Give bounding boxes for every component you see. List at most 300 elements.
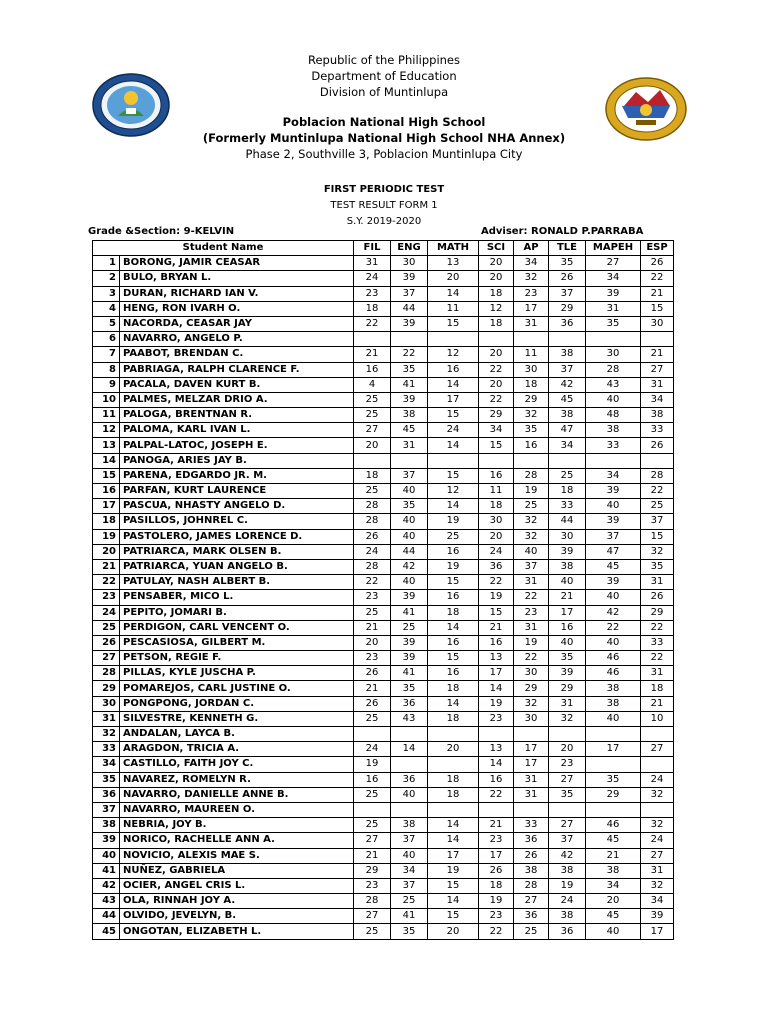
score-cell: 35 (391, 499, 428, 514)
score-cell: 41 (391, 666, 428, 681)
column-header: MATH (428, 241, 479, 256)
score-cell: 38 (549, 909, 586, 924)
score-cell: 19 (428, 559, 479, 574)
score-cell: 35 (586, 772, 641, 787)
score-cell: 31 (641, 666, 674, 681)
score-cell: 28 (354, 559, 391, 574)
score-cell: 15 (641, 301, 674, 316)
score-cell (479, 332, 514, 347)
score-cell: 32 (514, 696, 549, 711)
score-cell: 14 (479, 757, 514, 772)
student-name: OLA, RINNAH JOY A. (120, 894, 354, 909)
score-cell: 36 (479, 559, 514, 574)
student-name: CASTILLO, FAITH JOY C. (120, 757, 354, 772)
score-cell: 30 (641, 316, 674, 331)
score-cell: 14 (428, 696, 479, 711)
score-cell: 23 (354, 878, 391, 893)
score-cell: 14 (391, 742, 428, 757)
student-name: BORONG, JAMIR CEASAR (120, 256, 354, 271)
table-row (93, 666, 674, 681)
table-row (93, 787, 674, 802)
score-cell: 46 (586, 651, 641, 666)
student-name: OCIER, ANGEL CRIS L. (120, 878, 354, 893)
score-cell: 30 (586, 347, 641, 362)
score-cell: 36 (549, 316, 586, 331)
row-number: 10 (93, 392, 120, 407)
score-cell: 19 (514, 635, 549, 650)
score-cell: 20 (354, 635, 391, 650)
score-cell: 17 (428, 848, 479, 863)
division-line: Division of Muntinlupa (319, 85, 449, 99)
student-name: DURAN, RICHARD IAN V. (120, 286, 354, 301)
score-cell: 11 (479, 484, 514, 499)
score-cell: 38 (549, 863, 586, 878)
row-number: 35 (93, 772, 120, 787)
score-cell: 13 (479, 651, 514, 666)
score-cell: 25 (549, 468, 586, 483)
student-name: ARAGDON, TRICIA A. (120, 742, 354, 757)
score-cell: 46 (586, 818, 641, 833)
score-cell: 18 (549, 484, 586, 499)
table-row (93, 605, 674, 620)
score-cell: 20 (549, 742, 586, 757)
score-cell: 40 (391, 787, 428, 802)
score-cell: 25 (391, 620, 428, 635)
score-cell: 26 (549, 271, 586, 286)
table-row (93, 514, 674, 529)
score-cell: 27 (354, 833, 391, 848)
column-header: FIL (354, 241, 391, 256)
score-cell: 14 (428, 499, 479, 514)
student-name: PABRIAGA, RALPH CLARENCE F. (120, 362, 354, 377)
student-name: PARENA, EDGARDO JR. M. (120, 468, 354, 483)
score-cell: 14 (428, 620, 479, 635)
row-number: 45 (93, 924, 120, 939)
score-cell: 27 (549, 772, 586, 787)
score-cell: 35 (514, 423, 549, 438)
student-name: PALPAL-LATOC, JOSEPH E. (120, 438, 354, 453)
row-number: 40 (93, 848, 120, 863)
score-cell: 31 (514, 787, 549, 802)
score-cell: 19 (479, 696, 514, 711)
row-number: 44 (93, 909, 120, 924)
score-cell: 34 (586, 878, 641, 893)
score-cell: 31 (641, 377, 674, 392)
score-cell: 15 (428, 651, 479, 666)
score-cell (549, 727, 586, 742)
score-cell: 40 (391, 484, 428, 499)
score-cell: 38 (586, 681, 641, 696)
score-cell: 14 (479, 681, 514, 696)
score-cell: 30 (549, 529, 586, 544)
score-cell: 24 (549, 894, 586, 909)
score-cell: 39 (391, 651, 428, 666)
score-cell: 26 (641, 590, 674, 605)
student-name: PATULAY, NASH ALBERT B. (120, 575, 354, 590)
score-cell: 32 (514, 271, 549, 286)
score-cell (391, 332, 428, 347)
score-cell: 33 (514, 818, 549, 833)
score-cell: 14 (428, 818, 479, 833)
score-cell: 14 (428, 286, 479, 301)
letterhead (0, 52, 768, 162)
score-cell: 35 (641, 559, 674, 574)
column-header: SCI (479, 241, 514, 256)
score-cell: 25 (354, 392, 391, 407)
score-cell: 48 (586, 408, 641, 423)
republic-line: Republic of the Philippines (307, 53, 461, 67)
score-cell: 23 (354, 286, 391, 301)
score-cell: 27 (549, 818, 586, 833)
column-header: AP (514, 241, 549, 256)
score-cell: 19 (428, 863, 479, 878)
score-cell (479, 727, 514, 742)
score-cell: 22 (479, 362, 514, 377)
score-cell: 20 (479, 256, 514, 271)
score-cell: 15 (428, 878, 479, 893)
table-row (93, 696, 674, 711)
score-cell: 25 (641, 499, 674, 514)
score-cell: 44 (549, 514, 586, 529)
score-cell: 16 (479, 772, 514, 787)
score-cell: 39 (586, 484, 641, 499)
score-cell: 29 (549, 681, 586, 696)
score-cell: 16 (428, 590, 479, 605)
score-cell: 24 (354, 544, 391, 559)
score-cell: 32 (514, 514, 549, 529)
student-name: PALMES, MELZAR DRIO A. (120, 392, 354, 407)
score-cell: 15 (428, 575, 479, 590)
score-cell: 39 (549, 544, 586, 559)
student-name: NAVARRO, DANIELLE ANNE B. (120, 787, 354, 802)
score-cell: 40 (586, 635, 641, 650)
score-cell (428, 332, 479, 347)
score-cell: 45 (586, 559, 641, 574)
score-cell: 37 (549, 362, 586, 377)
score-cell: 17 (479, 666, 514, 681)
student-name: PACALA, DAVEN KURT B. (120, 377, 354, 392)
table-row (93, 377, 674, 392)
student-name: PALOGA, BRENTNAN R. (120, 408, 354, 423)
table-row (93, 681, 674, 696)
score-cell (428, 727, 479, 742)
score-cell: 12 (479, 301, 514, 316)
row-number: 43 (93, 894, 120, 909)
score-cell: 23 (479, 909, 514, 924)
score-cell: 37 (641, 514, 674, 529)
score-cell: 17 (586, 742, 641, 757)
student-name: NACORDA, CEASAR JAY (120, 316, 354, 331)
score-cell: 38 (549, 559, 586, 574)
score-cell (354, 453, 391, 468)
score-cell: 39 (586, 286, 641, 301)
student-name: OLVIDO, JEVELYN, B. (120, 909, 354, 924)
student-name: NAVAREZ, ROMELYN R. (120, 772, 354, 787)
student-name: PENSABER, MICO L. (120, 590, 354, 605)
score-cell: 21 (354, 347, 391, 362)
row-number: 12 (93, 423, 120, 438)
score-cell: 21 (549, 590, 586, 605)
score-cell: 18 (514, 377, 549, 392)
table-row (93, 408, 674, 423)
score-cell: 23 (354, 590, 391, 605)
column-header: TLE (549, 241, 586, 256)
table-row (93, 438, 674, 453)
row-number: 30 (93, 696, 120, 711)
table-row (93, 894, 674, 909)
score-cell: 34 (586, 271, 641, 286)
score-cell: 31 (641, 863, 674, 878)
score-cell: 29 (514, 392, 549, 407)
score-cell: 39 (391, 635, 428, 650)
score-cell (391, 727, 428, 742)
score-cell: 27 (641, 742, 674, 757)
student-name: ONGOTAN, ELIZABETH L. (120, 924, 354, 939)
student-name: NEBRIA, JOY B. (120, 818, 354, 833)
row-number: 37 (93, 802, 120, 817)
row-number: 39 (93, 833, 120, 848)
score-cell: 35 (549, 256, 586, 271)
score-cell: 39 (586, 575, 641, 590)
score-cell (391, 453, 428, 468)
student-name: PANOGA, ARIES JAY B. (120, 453, 354, 468)
student-name: BULO, BRYAN L. (120, 271, 354, 286)
score-cell: 30 (514, 711, 549, 726)
score-cell: 31 (514, 575, 549, 590)
row-number: 41 (93, 863, 120, 878)
score-cell: 18 (428, 787, 479, 802)
row-number: 29 (93, 681, 120, 696)
score-cell: 29 (549, 301, 586, 316)
row-number: 11 (93, 408, 120, 423)
score-cell: 28 (641, 468, 674, 483)
score-cell: 12 (428, 484, 479, 499)
score-cell: 45 (549, 392, 586, 407)
table-row (93, 301, 674, 316)
score-cell: 38 (586, 863, 641, 878)
student-name: SILVESTRE, KENNETH G. (120, 711, 354, 726)
score-cell: 26 (354, 666, 391, 681)
score-cell (641, 757, 674, 772)
score-cell: 16 (514, 438, 549, 453)
score-cell: 25 (354, 408, 391, 423)
row-number: 34 (93, 757, 120, 772)
student-name: PASCUA, NHASTY ANGELO D. (120, 499, 354, 514)
score-cell: 37 (391, 468, 428, 483)
row-number: 8 (93, 362, 120, 377)
table-header-row (93, 241, 674, 256)
score-cell: 24 (641, 833, 674, 848)
score-cell: 18 (428, 681, 479, 696)
score-cell: 40 (391, 514, 428, 529)
score-cell: 36 (391, 772, 428, 787)
score-cell: 43 (391, 711, 428, 726)
score-cell: 40 (586, 499, 641, 514)
table-row (93, 453, 674, 468)
score-cell: 43 (586, 377, 641, 392)
score-cell: 14 (428, 377, 479, 392)
score-cell: 29 (354, 863, 391, 878)
score-cell: 39 (391, 316, 428, 331)
row-number: 32 (93, 727, 120, 742)
score-cell: 19 (428, 514, 479, 529)
score-cell: 39 (641, 909, 674, 924)
table-row (93, 332, 674, 347)
score-cell: 17 (641, 924, 674, 939)
score-cell: 23 (354, 651, 391, 666)
table-row (93, 316, 674, 331)
score-cell: 16 (428, 666, 479, 681)
score-cell: 18 (428, 772, 479, 787)
row-number: 38 (93, 818, 120, 833)
school-former-name: (Formerly Muntinlupa National High School NHA Annex) (202, 131, 566, 145)
score-cell: 35 (549, 651, 586, 666)
score-cell: 14 (428, 833, 479, 848)
score-cell: 28 (514, 878, 549, 893)
score-cell: 13 (479, 742, 514, 757)
score-cell: 15 (641, 529, 674, 544)
score-cell: 38 (586, 696, 641, 711)
score-cell: 31 (514, 316, 549, 331)
table-row (93, 362, 674, 377)
score-cell: 41 (391, 909, 428, 924)
score-cell: 44 (391, 301, 428, 316)
score-cell: 21 (479, 818, 514, 833)
score-cell: 38 (391, 818, 428, 833)
score-cell: 25 (354, 818, 391, 833)
score-cell: 21 (586, 848, 641, 863)
row-number: 19 (93, 529, 120, 544)
score-cell: 22 (479, 392, 514, 407)
score-cell: 39 (549, 666, 586, 681)
score-cell: 21 (641, 286, 674, 301)
score-cell: 38 (391, 408, 428, 423)
table-row (93, 757, 674, 772)
row-number: 36 (93, 787, 120, 802)
adviser: Adviser: RONALD P.PARRABA (481, 226, 644, 237)
score-cell: 38 (549, 408, 586, 423)
student-name: PEPITO, JOMARI B. (120, 605, 354, 620)
row-number: 21 (93, 559, 120, 574)
row-number: 31 (93, 711, 120, 726)
score-cell: 11 (514, 347, 549, 362)
score-cell (586, 332, 641, 347)
form-title: TEST RESULT FORM 1 (330, 200, 438, 211)
table-row (93, 286, 674, 301)
score-cell: 15 (479, 605, 514, 620)
score-cell: 35 (391, 362, 428, 377)
table-row (93, 271, 674, 286)
score-cell: 45 (391, 423, 428, 438)
score-cell (514, 802, 549, 817)
table-row (93, 727, 674, 742)
score-cell (354, 332, 391, 347)
score-cell: 16 (354, 362, 391, 377)
score-cell: 37 (391, 833, 428, 848)
score-cell: 18 (428, 711, 479, 726)
score-cell: 39 (391, 271, 428, 286)
score-cell: 33 (641, 423, 674, 438)
score-cell: 28 (354, 894, 391, 909)
table-row (93, 742, 674, 757)
row-number: 28 (93, 666, 120, 681)
score-cell: 34 (479, 423, 514, 438)
score-cell: 19 (549, 878, 586, 893)
score-cell: 30 (479, 514, 514, 529)
score-cell (428, 802, 479, 817)
score-cell: 25 (428, 529, 479, 544)
student-name: ANDALAN, LAYCA B. (120, 727, 354, 742)
row-number: 14 (93, 453, 120, 468)
score-cell: 30 (391, 256, 428, 271)
score-cell: 16 (428, 544, 479, 559)
score-cell: 22 (586, 620, 641, 635)
score-cell: 35 (549, 787, 586, 802)
score-cell: 16 (428, 362, 479, 377)
table-row (93, 499, 674, 514)
row-number: 1 (93, 256, 120, 271)
score-cell: 27 (586, 256, 641, 271)
row-number: 9 (93, 377, 120, 392)
score-cell: 18 (479, 316, 514, 331)
test-title: FIRST PERIODIC TEST (323, 184, 445, 195)
student-name: PASTOLERO, JAMES LORENCE D. (120, 529, 354, 544)
score-cell: 22 (641, 484, 674, 499)
score-cell: 20 (586, 894, 641, 909)
score-cell: 42 (549, 848, 586, 863)
score-cell: 25 (391, 894, 428, 909)
table-row (93, 772, 674, 787)
row-number: 2 (93, 271, 120, 286)
score-cell: 36 (549, 924, 586, 939)
score-cell: 40 (549, 635, 586, 650)
report-titles (0, 182, 768, 230)
score-cell (391, 802, 428, 817)
score-cell: 24 (354, 271, 391, 286)
score-cell: 32 (514, 408, 549, 423)
score-cell: 18 (428, 605, 479, 620)
score-cell: 14 (428, 438, 479, 453)
row-number: 42 (93, 878, 120, 893)
score-cell: 40 (391, 848, 428, 863)
score-cell: 21 (354, 681, 391, 696)
score-cell: 26 (641, 256, 674, 271)
score-cell: 36 (514, 833, 549, 848)
score-cell: 42 (549, 377, 586, 392)
row-number: 13 (93, 438, 120, 453)
score-cell: 22 (354, 316, 391, 331)
score-cell: 18 (354, 468, 391, 483)
table-row (93, 544, 674, 559)
score-cell: 40 (586, 392, 641, 407)
row-number: 17 (93, 499, 120, 514)
score-cell: 16 (428, 635, 479, 650)
row-number: 5 (93, 316, 120, 331)
table-row (93, 833, 674, 848)
score-cell: 12 (428, 347, 479, 362)
score-cell: 36 (391, 696, 428, 711)
student-name: PILLAS, KYLE JUSCHA P. (120, 666, 354, 681)
column-header: Student Name (93, 241, 354, 256)
department-line: Department of Education (311, 69, 457, 83)
student-name: PERDIGON, CARL VENCENT O. (120, 620, 354, 635)
student-name: PETSON, REGIE F. (120, 651, 354, 666)
student-name: PALOMA, KARL IVAN L. (120, 423, 354, 438)
score-cell: 40 (586, 590, 641, 605)
row-number: 20 (93, 544, 120, 559)
row-number: 27 (93, 651, 120, 666)
score-cell: 40 (514, 544, 549, 559)
